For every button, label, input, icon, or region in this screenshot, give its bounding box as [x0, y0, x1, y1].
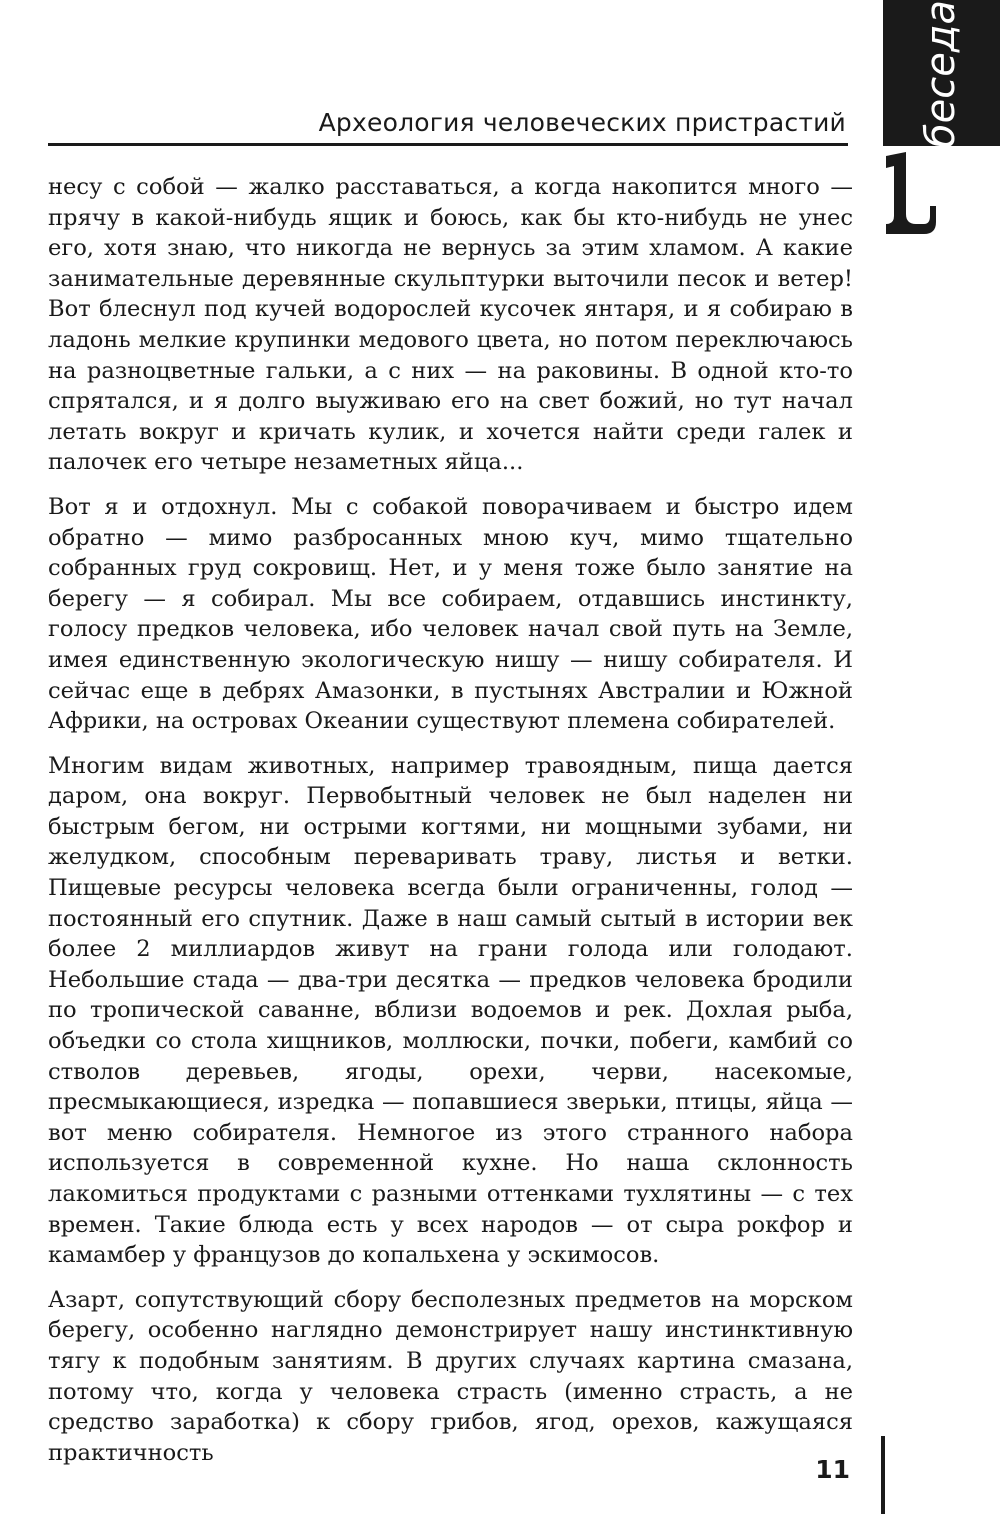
running-head	[48, 100, 848, 146]
paragraph: несу с собой — жалко расставаться, а когда накопится много — прячу в какой-нибудь ящик и боюсь, как бы кто-нибудь не унес его, хотя знаю, что никогда не вернусь за этим хламом. А какие занимательные деревянные скульптурки выточили песок и ветер! Вот блеснул под кучей водорослей кусочек янтаря, и я собираю в ладонь мелкие крупинки медового цвета, но потом переключаюсь на разноцветные гальки, а с них — на раковины. В одной кто-то спрятался, и я долго выуживаю его на свет божий, но тут начал летать вокруг и кричать кулик, и хочется найти среди галек и палочек его четыре незаметных яйца...	[48, 174, 853, 476]
chapter-number-one-icon	[884, 150, 936, 234]
running-head-title: Археология человеческих пристрастий	[318, 108, 846, 137]
chapter-tab	[883, 0, 1000, 149]
paragraph: Многим видам животных, например травоядным, пища дается даром, она вокруг. Первобытный человек не был наделен ни быстрым бегом, ни острыми когтями, ни мощными зубами, ни желудком, способным переваривать траву, листья и ветки. Пищевые ресурсы человека всегда были ограниченны, голод — постоянный его спутник. Даже в наш самый сытый в истории век более 2 миллиардов живут на грани голода или голодают. Небольшие стада — два-три десятка — предков человека бродили по тропической саванне, вблизи водоемов и рек. Дохлая рыба, объедки со стола хищников, моллюски, почки, побеги, камбий со стволов деревьев, ягоды, орехи, черви, насекомые, пресмыкающиеся, изредка — попавшиеся зверьки, птицы, яйца — вот меню собирателя. Немногое из этого странного набора используется в современной кухне. Но наша склонность лакомиться продуктами с разными оттенками тухлятины — с тех времен. Такие блюда есть у всех народов — от сыра рокфор и камамбер у французов до копальхена у эскимосов.	[48, 752, 853, 1269]
paragraph: Вот я и отдохнул. Мы с собакой поворачиваем и быстро идем обратно — мимо разбросанных мною куч, мимо тщательно собранных груд сокровищ. Нет, и у меня тоже было занятие на берегу — я собирал. Мы все собираем, отдавшись инстинкту, голосу предков человека, ибо человек начал свой путь на Земле, имея единственную экологическую нишу — нишу собирателя. И сейчас еще в дебрях Амазонки, в пустынях Австралии и Южной Африки, на островах Океании существуют племена собирателей.	[48, 493, 853, 735]
folio-divider	[881, 1436, 885, 1514]
paragraph: Азарт, сопутствующий сбору бесполезных предметов на морском берегу, особенно наглядно демонстрирует нашу инстинктивную тягу к подобным занятиям. В других случаях картина смазана, потому что, когда у человека страсть (именно страсть, а не средство заработка) к сбору грибов, ягод, орехов, кажущаяся практичность	[48, 1286, 853, 1466]
chapter-label: беседа	[918, 0, 964, 149]
chapter-number-glyph	[884, 150, 936, 234]
body-text	[48, 172, 853, 1468]
page-number: 11	[815, 1455, 850, 1484]
